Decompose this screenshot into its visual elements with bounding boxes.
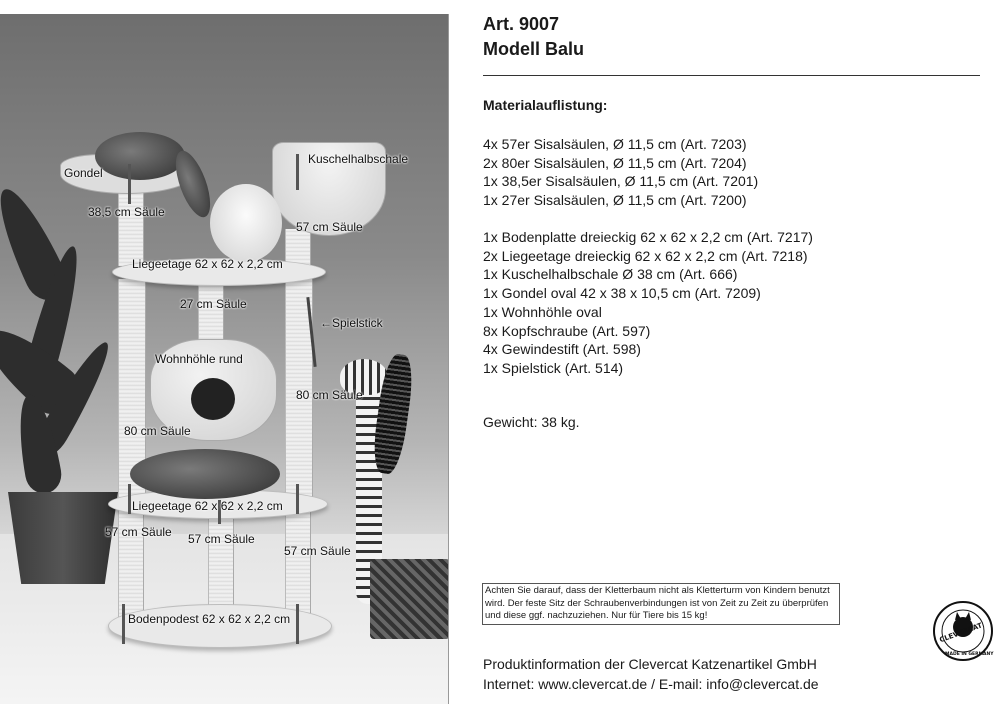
label-spielstick-text: Spielstick	[332, 316, 383, 330]
footer-company: Produktinformation der Clevercat Katzenartikel GmbH	[483, 656, 817, 672]
label-base-plate: Bodenpodest 62 x 62 x 2,2 cm	[128, 612, 291, 626]
post-38-5	[118, 186, 144, 266]
header-divider	[483, 75, 980, 76]
list-item: 1x 27er Sisalsäulen, Ø 11,5 cm (Art. 7200)	[483, 192, 747, 209]
article-number: Art. 9007	[483, 14, 560, 34]
label-wohnhoehle: Wohnhöhle rund	[155, 352, 243, 366]
safety-note: Achten Sie darauf, dass der Kletterbaum nicht als Kletterturm von Kindern benutzt wird. Der feste Sitz der Schraubenverbindungen ist von Zeit zu Zeit zu überprüfen und diese ggf. nachzuziehen. Nur für Tiere bis 15 kg!	[482, 583, 840, 625]
list-item: 2x 80er Sisalsäulen, Ø 11,5 cm (Art. 7204)	[483, 154, 747, 171]
dimension-arrow	[296, 154, 299, 190]
label-post-57-bm: 57 cm Säule	[188, 532, 255, 546]
label-platform-upper: Liegeetage 62 x 62 x 2,2 cm	[132, 257, 283, 271]
label-post-27: 27 cm Säule	[180, 297, 247, 311]
label-post-38-5: 38,5 cm Säule	[88, 205, 165, 219]
plant-pot	[8, 492, 118, 584]
basket	[370, 559, 449, 639]
material-heading: Materialauflistung:	[483, 97, 608, 113]
product-photo	[0, 14, 449, 704]
dimension-arrow	[296, 604, 299, 644]
footer-contact: Internet: www.clevercat.de / E-mail: info@clevercat.de	[483, 676, 819, 692]
list-item: 1x Bodenplatte dreieckig 62 x 62 x 2,2 cm (Art. 7217)	[483, 229, 813, 245]
posts-list	[483, 135, 758, 210]
label-post-57-br: 57 cm Säule	[284, 544, 351, 558]
footer	[483, 654, 819, 694]
parts-list	[483, 228, 813, 378]
dimension-arrow	[122, 604, 125, 644]
label-post-57-bl: 57 cm Säule	[105, 525, 172, 539]
label-post-80-left: 80 cm Säule	[124, 424, 191, 438]
label-gondel: Gondel	[64, 166, 103, 180]
model-name: Modell Balu	[483, 39, 585, 59]
cat-white	[210, 184, 282, 262]
logo-brand: CLEVERCAT	[938, 621, 984, 645]
dimension-arrow	[128, 164, 131, 204]
clevercat-logo	[932, 600, 994, 662]
label-post-57-top: 57 cm Säule	[296, 220, 363, 234]
post-27	[198, 282, 224, 342]
list-item: 4x 57er Sisalsäulen, Ø 11,5 cm (Art. 7203)	[483, 136, 747, 152]
list-item: 1x 38,5er Sisalsäulen, Ø 11,5 cm (Art. 7201)	[483, 173, 759, 190]
label-platform-lower: Liegeetage 62 x 62 x 2,2 cm	[132, 499, 283, 513]
label-post-80-right: 80 cm Säule	[296, 388, 363, 402]
article-header	[483, 12, 584, 62]
label-kuschelhalbschale: Kuschelhalbschale	[308, 152, 409, 166]
list-item: 2x Liegeetage dreieckig 62 x 62 x 2,2 cm (Art. 7218)	[483, 247, 808, 264]
logo-tagline: MADE IN GERMANY	[945, 652, 994, 657]
cat-gondola	[95, 132, 185, 180]
list-item: 4x Gewindestift (Art. 598)	[483, 341, 641, 358]
list-item: 1x Spielstick (Art. 514)	[483, 359, 624, 376]
dimension-arrow	[128, 484, 131, 514]
cat-lower	[130, 449, 280, 499]
cave-opening	[191, 378, 235, 420]
list-item: 1x Kuschelhalbschale Ø 38 cm (Art. 666)	[483, 266, 738, 283]
dimension-arrow	[296, 484, 299, 514]
label-spielstick: ←Spielstick	[320, 316, 383, 330]
list-item: 1x Gondel oval 42 x 38 x 10,5 cm (Art. 7209)	[483, 285, 761, 302]
list-item: 1x Wohnhöhle oval	[483, 303, 602, 320]
list-item: 8x Kopfschraube (Art. 597)	[483, 322, 651, 339]
weight: Gewicht: 38 kg.	[483, 414, 580, 430]
